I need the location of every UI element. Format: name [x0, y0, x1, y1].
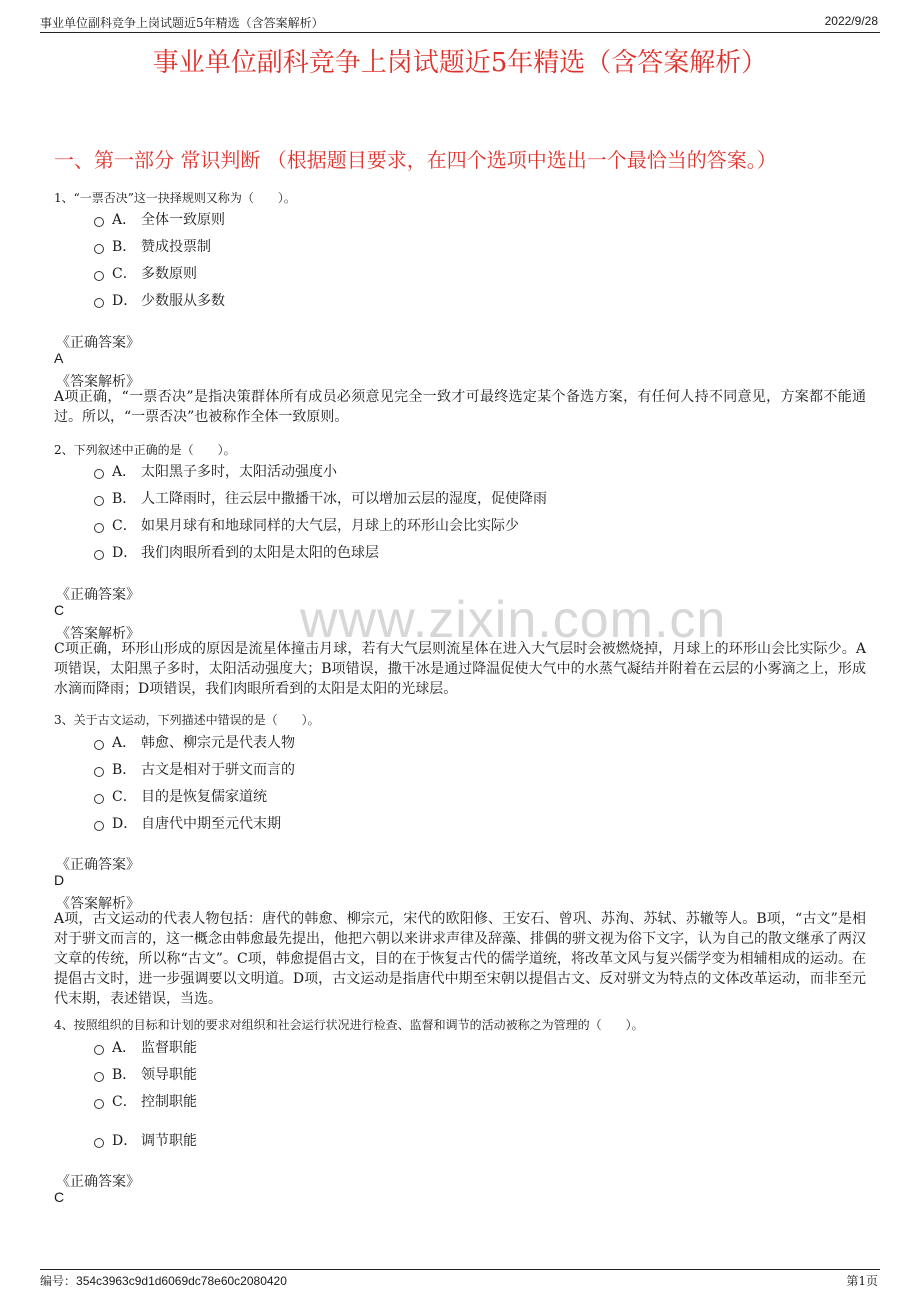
radio-icon[interactable] — [94, 469, 104, 479]
radio-icon[interactable] — [94, 217, 104, 227]
option-c[interactable]: C． 多数原则 — [94, 263, 197, 283]
correct-answer: A — [54, 350, 64, 366]
radio-icon[interactable] — [94, 821, 104, 831]
analysis-label: 《答案解析》 — [56, 896, 140, 912]
radio-icon[interactable] — [94, 1138, 104, 1148]
radio-icon[interactable] — [94, 1045, 104, 1055]
radio-icon[interactable] — [94, 794, 104, 804]
correct-answer: C — [54, 602, 65, 618]
option-b[interactable]: B． 领导职能 — [94, 1064, 197, 1084]
radio-icon[interactable] — [94, 1099, 104, 1109]
header-divider — [40, 32, 880, 33]
header-document-name: 事业单位副科竞争上岗试题近5年精选（含答案解析） — [40, 16, 324, 30]
analysis-label: 《答案解析》 — [56, 374, 140, 390]
option-a[interactable]: A． 全体一致原则 — [94, 209, 225, 229]
option-b[interactable]: B． 古文是相对于骈文而言的 — [94, 759, 295, 779]
radio-icon[interactable] — [94, 523, 104, 533]
question-stem: 2、下列叙述中正确的是（ ）。 — [54, 443, 236, 457]
document-title: 事业单位副科竞争上岗试题近5年精选（含答案解析） — [152, 48, 768, 78]
correct-answer: D — [54, 872, 65, 888]
correct-answer: C — [54, 1189, 65, 1205]
footer-divider — [40, 1269, 880, 1270]
option-d[interactable]: D． 少数服从多数 — [94, 290, 225, 310]
radio-icon[interactable] — [94, 767, 104, 777]
section-heading: 一、第一部分 常识判断 （根据题目要求，在四个选项中选出一个最恰当的答案。） — [54, 148, 777, 172]
option-d[interactable]: D． 自唐代中期至元代末期 — [94, 813, 281, 833]
footer-code: 编号：354c3963c9d1d6069dc78e60c2080420 — [40, 1274, 287, 1288]
answer-analysis: A项正确，“一票否决”是指决策群体所有成员必须意见完全一致才可最终选定某个备选方案，有任何人持不同意见，方案都不能通过。所以，“一票否决”也被称作全体一致原则。 — [54, 389, 866, 425]
option-c[interactable]: C． 控制职能 — [94, 1091, 197, 1111]
radio-icon[interactable] — [94, 271, 104, 281]
option-a[interactable]: A． 太阳黑子多时，太阳活动强度小 — [94, 461, 337, 481]
analysis-label: 《答案解析》 — [56, 626, 140, 642]
radio-icon[interactable] — [94, 550, 104, 560]
answer-analysis: A项，古文运动的代表人物包括：唐代的韩愈、柳宗元，宋代的欧阳修、王安石、曾巩、苏洵、苏轼、苏辙等人。B项，“古文”是相对于骈文而言的，这一概念由韩愈最先提出，他把六朝以来讲求声律及辞藻、排偶的骈文视为俗下文字，认为自己的散文继承了两汉文章的传统，所以称“古文”。C项，韩愈提倡古文，目的在于恢复古代的儒学道统，将改革文风与复兴儒学变为相辅相成的运动。在提倡古文时，进一步强调要以文明道。D项，古文运动是指唐代中期至宋朝以提倡古文、反对骈文为特点的文体改革运动，而非至元代末期，表述错误，当选。 — [54, 911, 866, 1007]
radio-icon[interactable] — [94, 298, 104, 308]
radio-icon[interactable] — [94, 244, 104, 254]
correct-answer-label: 《正确答案》 — [56, 335, 140, 351]
correct-answer-label: 《正确答案》 — [56, 857, 140, 873]
radio-icon[interactable] — [94, 740, 104, 750]
option-d[interactable]: D． 调节职能 — [94, 1130, 197, 1150]
question-stem: 4、按照组织的目标和计划的要求对组织和社会运行状况进行检查、监督和调节的活动被称之为管理的（ ）。 — [54, 1018, 644, 1032]
option-c[interactable]: C． 目的是恢复儒家道统 — [94, 786, 267, 806]
question-stem: 3、关于古文运动，下列描述中错误的是（ ）。 — [54, 713, 320, 727]
option-a[interactable]: A． 韩愈、柳宗元是代表人物 — [94, 732, 295, 752]
option-c[interactable]: C． 如果月球有和地球同样的大气层，月球上的环形山会比实际少 — [94, 515, 519, 535]
option-b[interactable]: B． 赞成投票制 — [94, 236, 211, 256]
page-number: 第1页 — [846, 1274, 878, 1288]
option-a[interactable]: A． 监督职能 — [94, 1037, 197, 1057]
header-date: 2022/9/28 — [824, 14, 878, 28]
correct-answer-label: 《正确答案》 — [56, 1174, 140, 1190]
option-b[interactable]: B． 人工降雨时，往云层中撒播干冰，可以增加云层的湿度，促使降雨 — [94, 488, 547, 508]
radio-icon[interactable] — [94, 1072, 104, 1082]
watermark: www.zixin.com.cn — [300, 591, 727, 649]
answer-analysis: C项正确，环形山形成的原因是流星体撞击月球，若有大气层则流星体在进入大气层时会被燃烧掉，月球上的环形山会比实际少。A项错误，太阳黑子多时，太阳活动强度大；B项错误，撒干冰是通过降温促使大气中的水蒸气凝结并附着在云层的小雾滴之上，形成水滴而降雨；D项错误，我们肉眼所看到的太阳是太阳的光球层。 — [54, 641, 866, 697]
option-d[interactable]: D． 我们肉眼所看到的太阳是太阳的色球层 — [94, 542, 379, 562]
radio-icon[interactable] — [94, 496, 104, 506]
correct-answer-label: 《正确答案》 — [56, 587, 140, 603]
question-stem: 1、“一票否决”这一抉择规则又称为（ ）。 — [54, 191, 296, 205]
